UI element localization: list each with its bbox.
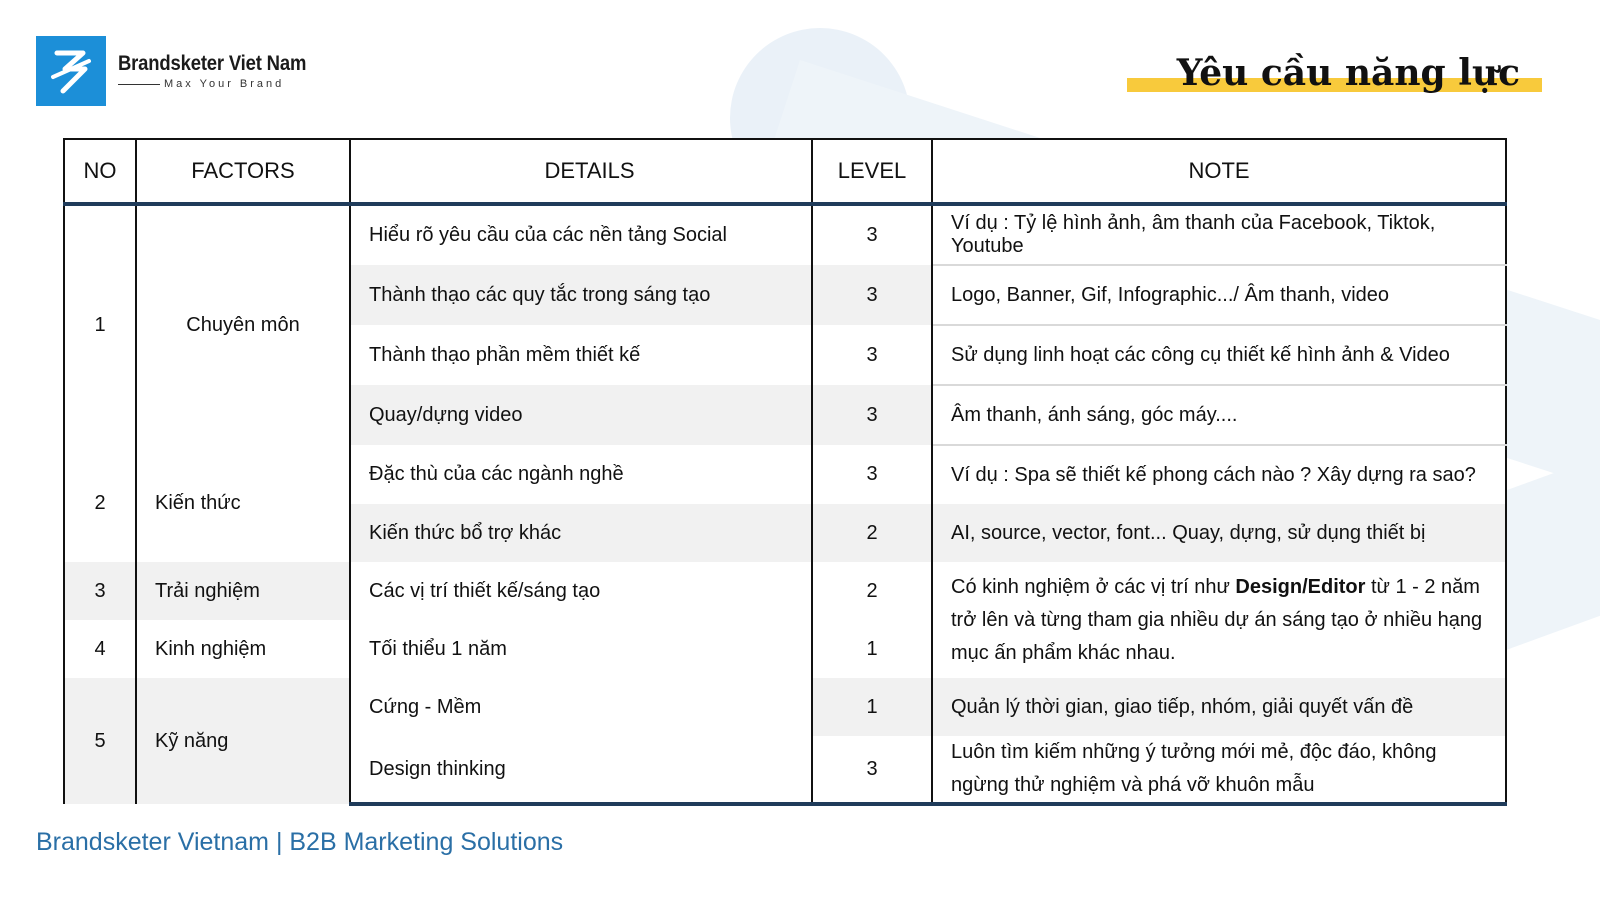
- tagline-rule: [118, 84, 160, 85]
- table-row: [64, 678, 1506, 736]
- detail-cell: Tối thiểu 1 năm: [350, 620, 812, 678]
- group-no: 1: [64, 204, 136, 445]
- table-header-row: [64, 139, 1506, 204]
- note-cell: Luôn tìm kiếm những ý tưởng mới mẻ, độc đáo, không ngừng thử nghiệm và phá vỡ khuôn mẫu: [932, 736, 1506, 804]
- note-cell-experience: [932, 562, 1506, 678]
- level-cell: 1: [812, 678, 932, 736]
- detail-cell: Kiến thức bổ trợ khác: [350, 504, 812, 562]
- level-cell: 3: [812, 445, 932, 504]
- detail-cell: Đặc thù của các ngành nghề: [350, 445, 812, 504]
- note-cell: Ví dụ : Spa sẽ thiết kế phong cách nào ? Xây dựng ra sao?: [932, 445, 1506, 504]
- level-cell: 3: [812, 325, 932, 385]
- page-title-wrap: [1177, 52, 1520, 94]
- group-no: 5: [64, 678, 136, 804]
- brand-name: Brandsketer Viet Nam: [118, 52, 307, 75]
- group-factor: Kỹ năng: [136, 678, 350, 804]
- brand-tagline: Max Your Brand: [164, 78, 285, 90]
- page-title: Yêu cầu năng lực: [1176, 52, 1520, 94]
- note-text: Có kinh nghiệm ở các vị trí như: [951, 575, 1236, 598]
- header-note: NOTE: [932, 139, 1506, 204]
- note-cell: Logo, Banner, Gif, Infographic.../ Âm thanh, video: [932, 265, 1506, 325]
- group-factor: Kiến thức: [136, 445, 350, 562]
- detail-cell: Quay/dựng video: [350, 385, 812, 445]
- note-cell: Âm thanh, ánh sáng, góc máy....: [932, 385, 1506, 445]
- level-cell: 3: [812, 204, 932, 265]
- detail-cell: Design thinking: [350, 736, 812, 804]
- competency-table: [63, 138, 1507, 806]
- level-cell: 3: [812, 736, 932, 804]
- level-cell: 1: [812, 620, 932, 678]
- level-cell: 2: [812, 562, 932, 620]
- detail-cell: Thành thạo các quy tắc trong sáng tạo: [350, 265, 812, 325]
- table-row: [64, 204, 1506, 265]
- level-cell: 2: [812, 504, 932, 562]
- group-factor: Trải nghiệm: [136, 562, 350, 620]
- detail-cell: Hiểu rõ yêu cầu của các nền tảng Social: [350, 204, 812, 265]
- note-cell: Ví dụ : Tỷ lệ hình ảnh, âm thanh của Facebook, Tiktok, Youtube: [932, 204, 1506, 265]
- table-row: [64, 445, 1506, 504]
- brand-logo-icon: [36, 36, 106, 106]
- detail-cell: Các vị trí thiết kế/sáng tạo: [350, 562, 812, 620]
- note-emphasis: Design/Editor: [1235, 575, 1366, 598]
- note-cell: Quản lý thời gian, giao tiếp, nhóm, giải quyết vấn đề: [932, 678, 1506, 736]
- detail-cell: Cứng - Mềm: [350, 678, 812, 736]
- level-cell: 3: [812, 385, 932, 445]
- footer-text: Brandsketer Vietnam | B2B Marketing Solutions: [36, 828, 564, 856]
- group-no: 3: [64, 562, 136, 620]
- note-text: từ 1 - 2 năm trở lên và từng tham gia nhiều dự án sáng tạo ở nhiều hạng mục ấn phẩm khác nhau.: [951, 575, 1483, 664]
- group-factor: Kinh nghiệm: [136, 620, 350, 678]
- brand-logo: [36, 36, 332, 106]
- detail-cell: Thành thạo phần mềm thiết kế: [350, 325, 812, 385]
- level-cell: 3: [812, 265, 932, 325]
- header-factors: FACTORS: [136, 139, 350, 204]
- table-row: [64, 562, 1506, 620]
- note-cell: Sử dụng linh hoạt các công cụ thiết kế hình ảnh & Video: [932, 325, 1506, 385]
- header-level: LEVEL: [812, 139, 932, 204]
- note-cell: AI, source, vector, font... Quay, dựng, sử dụng thiết bị: [932, 504, 1506, 562]
- header-details: DETAILS: [350, 139, 812, 204]
- group-factor: Chuyên môn: [136, 204, 350, 445]
- group-no: 4: [64, 620, 136, 678]
- header-no: NO: [64, 139, 136, 204]
- group-no: 2: [64, 445, 136, 562]
